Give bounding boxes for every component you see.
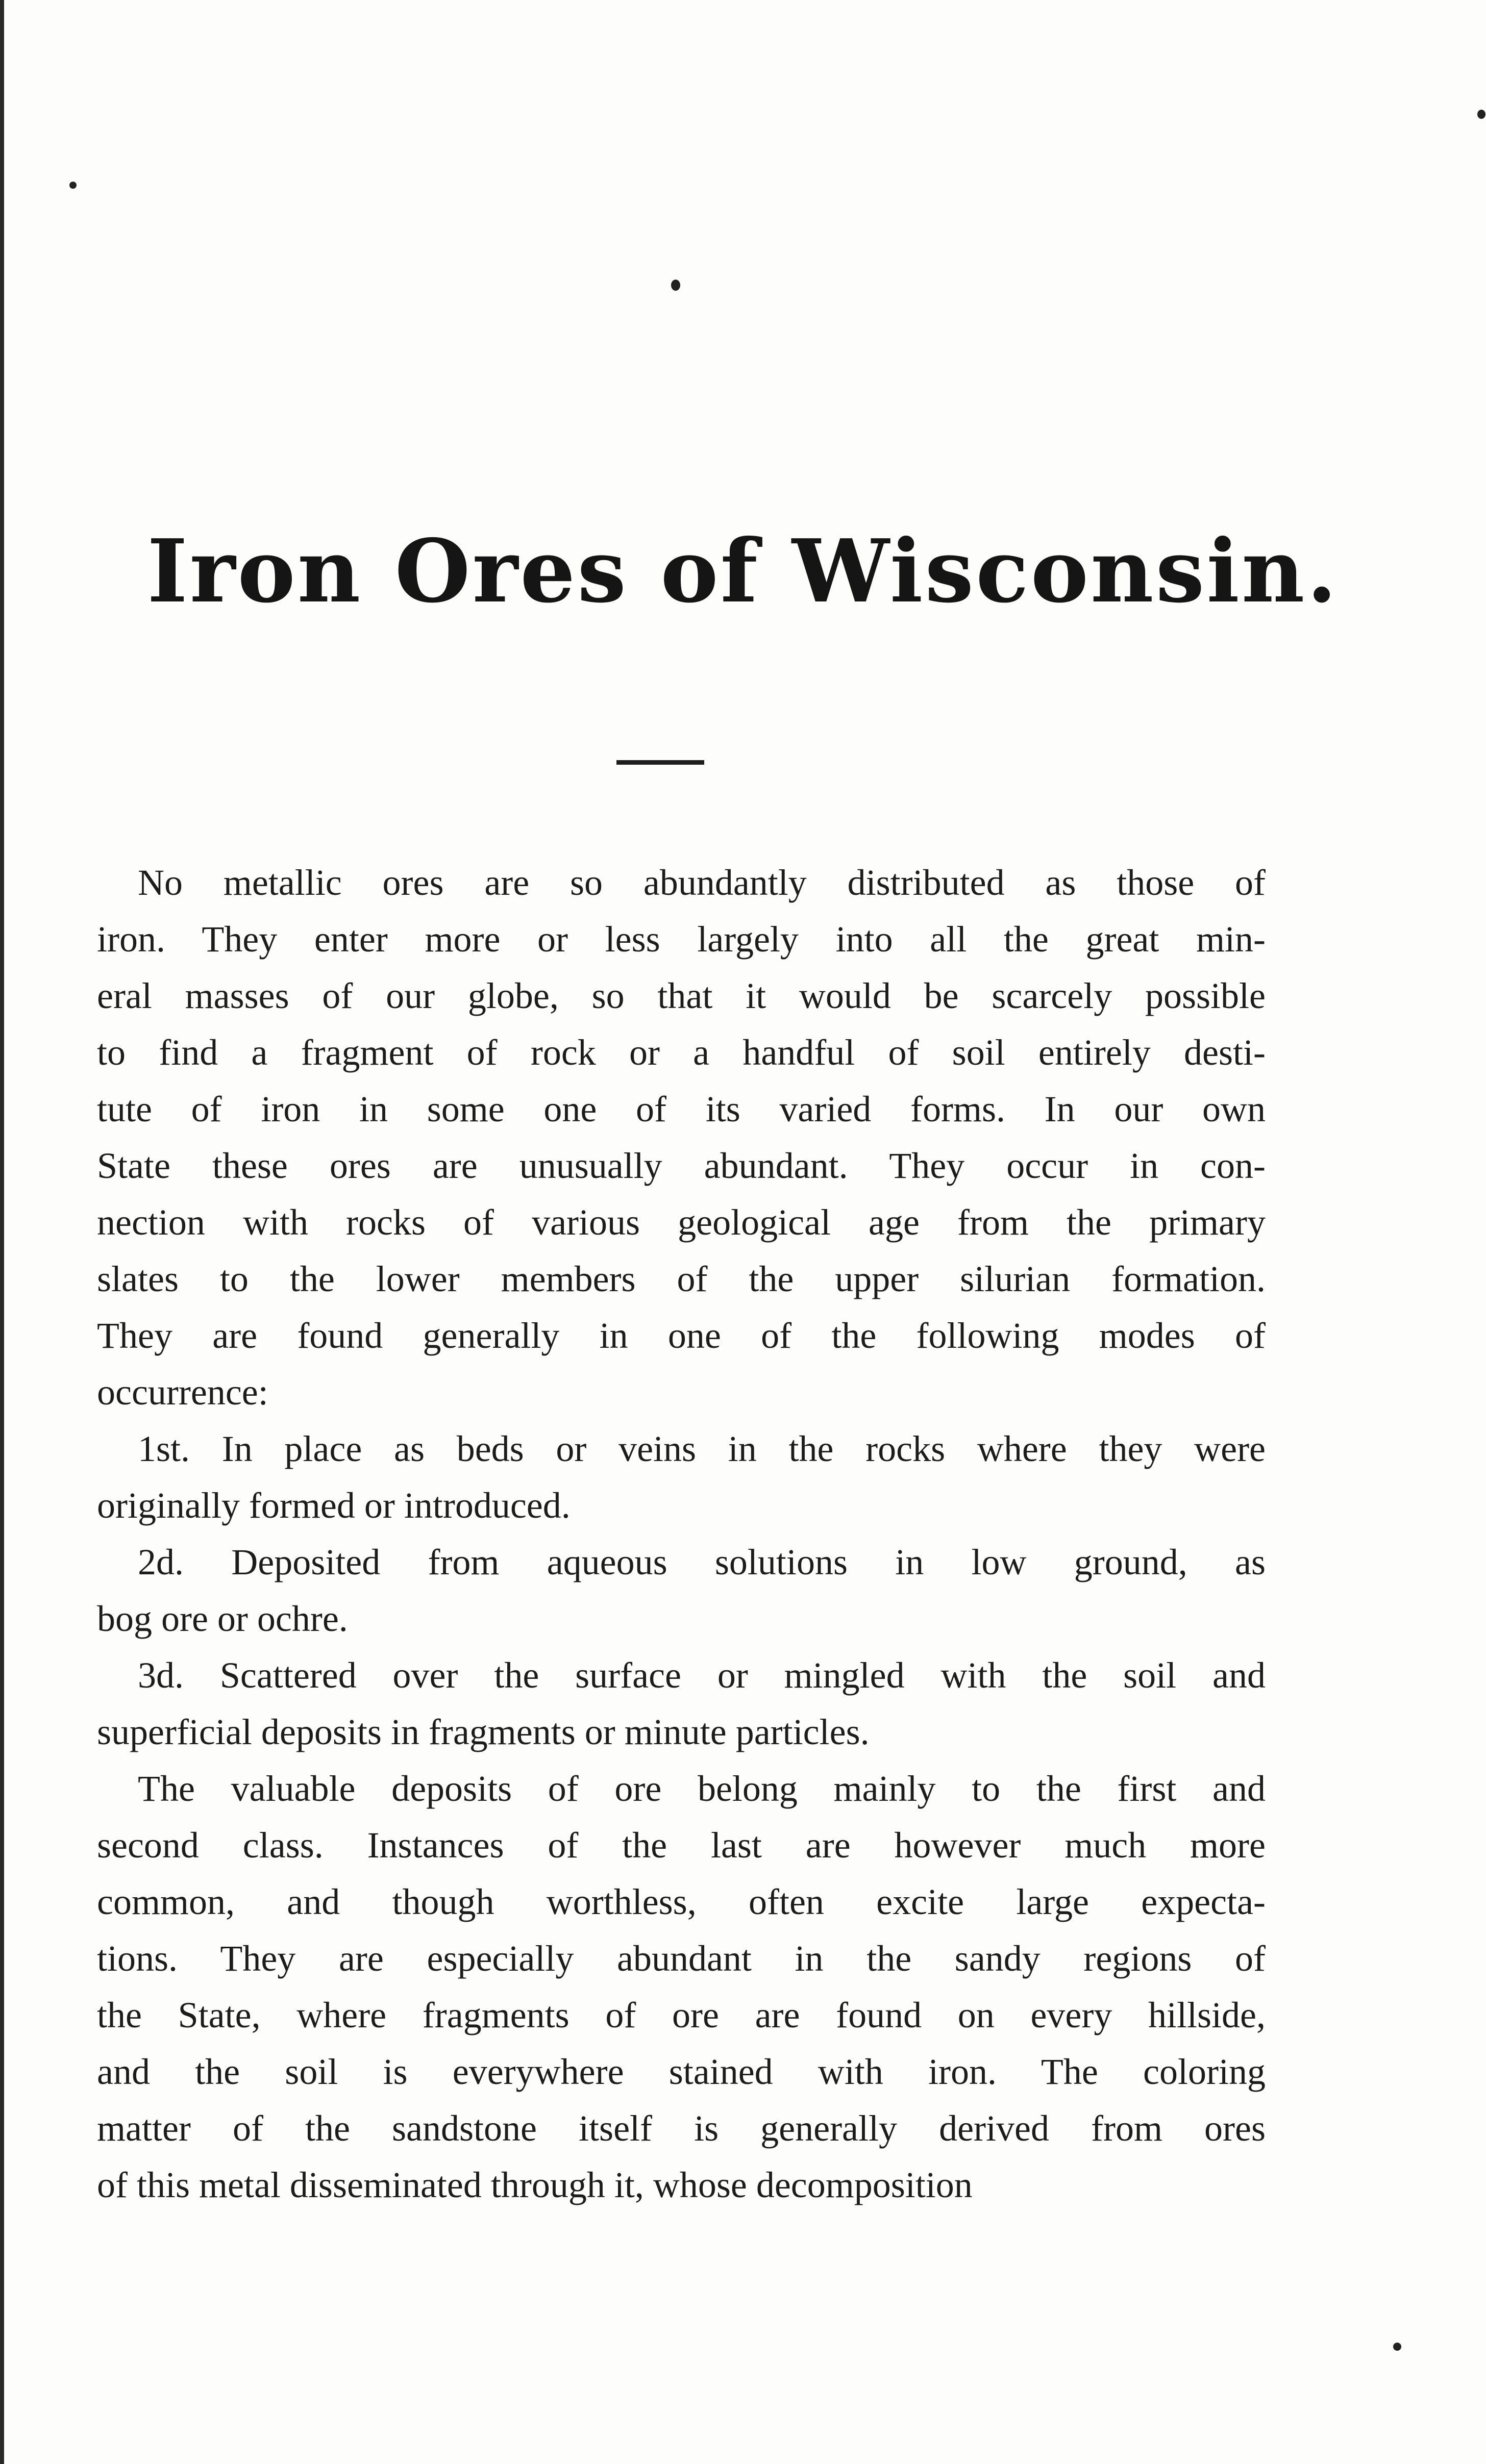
text-line: iron. They enter more or less largely into all the great min- (97, 919, 1266, 960)
text-line: bog ore or ochre. (97, 1598, 348, 1639)
text-line: State these ores are unusually abundant. They occur in con- (97, 1145, 1266, 1186)
ink-speck (671, 280, 680, 291)
text-line: the State, where fragments of ore are found on every hillside, (97, 1995, 1266, 2035)
body-text (97, 854, 1266, 2214)
text-line: to find a fragment of rock or a handful of soil entirely desti- (97, 1032, 1266, 1073)
text-line: eral masses of our globe, so that it would be scarcely possible (97, 975, 1266, 1016)
text-line: No metallic ores are so abundantly distributed as those of (138, 862, 1266, 903)
page-title: Iron Ores of Wisconsin. (147, 520, 1339, 622)
paragraph (97, 1761, 1266, 2214)
text-line: 2d. Deposited from aqueous solutions in low ground, as (138, 1542, 1266, 1582)
ink-speck (1477, 110, 1485, 119)
paragraph (97, 1421, 1266, 1534)
text-line: They are found generally in one of the following modes of (97, 1315, 1266, 1356)
text-line: 3d. Scattered over the surface or mingled with the soil and (138, 1655, 1266, 1696)
page-edge-shadow (0, 0, 4, 2464)
text-line: The valuable deposits of ore belong mainly to the first and (138, 1768, 1266, 1809)
paragraph (97, 1534, 1266, 1647)
ink-speck (69, 182, 77, 189)
text-line: tute of iron in some one of its varied forms. In our own (97, 1089, 1266, 1129)
paragraph (97, 854, 1266, 1421)
text-line: and the soil is everywhere stained with iron. The coloring (97, 2051, 1266, 2092)
text-line: second class. Instances of the last are however much more (97, 1825, 1266, 1866)
text-line: superficial deposits in fragments or minute particles. (97, 1712, 870, 1752)
text-line: originally formed or introduced. (97, 1485, 571, 1526)
text-line: occurrence: (97, 1372, 268, 1413)
ink-speck (1393, 2343, 1401, 2351)
text-line: nection with rocks of various geological age from the primary (97, 1202, 1266, 1243)
text-line: 1st. In place as beds or veins in the rocks where they were (138, 1428, 1266, 1469)
text-line: tions. They are especially abundant in the sandy regions of (97, 1938, 1266, 1979)
text-line: of this metal disseminated through it, whose decomposition (97, 2165, 973, 2205)
text-line: slates to the lower members of the upper silurian formation. (97, 1259, 1266, 1299)
text-line: matter of the sandstone itself is generally derived from ores (97, 2108, 1266, 2149)
text-line: common, and though worthless, often excite large expecta- (97, 1881, 1266, 1922)
paragraph (97, 1647, 1266, 1761)
title-divider (616, 760, 704, 765)
